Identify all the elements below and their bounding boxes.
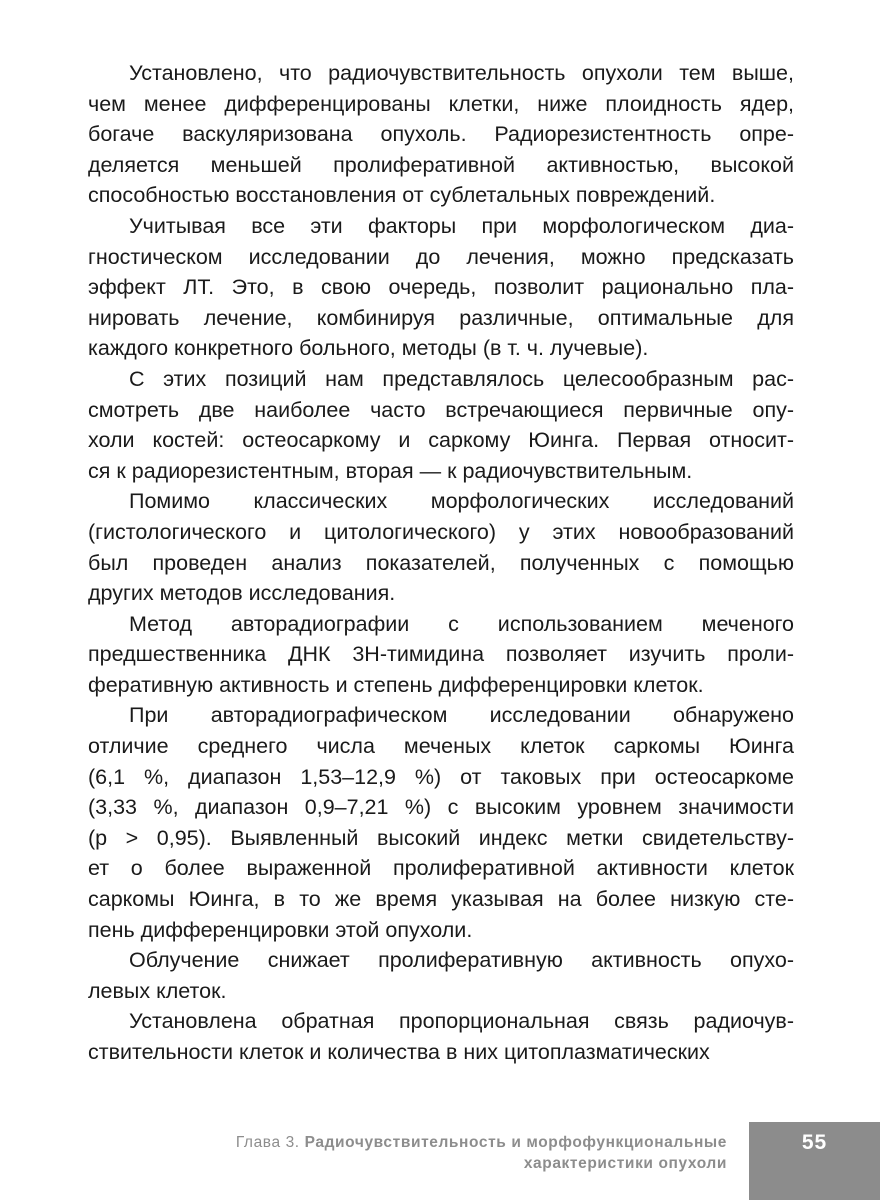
chapter-title-line-1: Радиочувствительность и морфофункциональные bbox=[304, 1134, 727, 1151]
text-line: Учитывая все эти факторы при морфологическом диа- bbox=[129, 213, 794, 238]
text-line: левых клеток. bbox=[88, 978, 227, 1003]
page-number-tab bbox=[749, 1122, 880, 1200]
text-line: саркомы Юинга, в то же время указывая на более низкую сте- bbox=[88, 887, 794, 912]
text-line: Метод авторадиографии с использованием меченого bbox=[129, 611, 794, 636]
text-line: феративную активность и степень дифференцировки клеток. bbox=[88, 672, 704, 697]
running-head bbox=[236, 1132, 727, 1174]
body-paragraph bbox=[88, 211, 794, 364]
text-line: нировать лечение, комбинируя различные, оптимальные для bbox=[88, 305, 794, 330]
running-head-line-1 bbox=[236, 1132, 727, 1153]
text-line: ет о более выраженной пролиферативной активности клеток bbox=[88, 856, 794, 881]
text-line: Установлено, что радиочувствительность опухоли тем выше, bbox=[129, 61, 794, 85]
text-line: деляется меньшей пролиферативной активностью, высокой bbox=[88, 152, 794, 177]
page-footer bbox=[0, 1122, 880, 1200]
text-line: Установлена обратная пропорциональная связь радиочув- bbox=[129, 1009, 794, 1034]
text-line: пень дифференцировки этой опухоли. bbox=[88, 917, 473, 942]
chapter-title-line-2: характеристики опухоли bbox=[523, 1155, 727, 1172]
text-line: гностическом исследовании до лечения, можно предсказать bbox=[88, 244, 794, 269]
text-line: Облучение снижает пролиферативную активность опухо- bbox=[129, 948, 794, 973]
text-line: каждого конкретного больного, методы (в т. ч. лучевые). bbox=[88, 336, 649, 361]
text-line: С этих позиций нам представлялось целесообразным рас- bbox=[129, 366, 794, 391]
body-paragraph bbox=[88, 609, 794, 701]
body-paragraph bbox=[88, 364, 794, 486]
text-line: других методов исследования. bbox=[88, 581, 396, 606]
text-line: эффект ЛТ. Это, в свою очередь, позволит рационально пла- bbox=[88, 275, 794, 300]
text-line: (6,1 %, диапазон 1,53–12,9 %) от таковых при остеосаркоме bbox=[88, 764, 794, 789]
text-line: был проведен анализ показателей, полученных с помощью bbox=[88, 550, 794, 575]
chapter-label: Глава 3. bbox=[235, 1134, 300, 1151]
text-line: предшественника ДНК 3Н-тимидина позволяет изучить проли- bbox=[88, 642, 794, 667]
text-line: отличие среднего числа меченых клеток саркомы Юинга bbox=[88, 734, 794, 759]
body-paragraph bbox=[88, 945, 794, 1006]
text-line: богаче васкуляризована опухоль. Радиорезистентность опре- bbox=[88, 122, 794, 147]
body-paragraph bbox=[88, 58, 794, 211]
text-line: При авторадиографическом исследовании обнаружено bbox=[129, 703, 794, 728]
text-line: (гистологического и цитологического) у этих новообразований bbox=[88, 519, 794, 544]
text-line: холи костей: остеосаркому и саркому Юинга. Первая относит- bbox=[88, 428, 794, 453]
text-line: (p > 0,95). Выявленный высокий индекс метки свидетельству- bbox=[88, 825, 794, 850]
page-body bbox=[88, 58, 794, 1068]
text-line: способностью восстановления от сублетальных повреждений. bbox=[88, 183, 716, 208]
text-line: ствительности клеток и количества в них цитоплазматических bbox=[88, 1040, 710, 1064]
text-line: (3,33 %, диапазон 0,9–7,21 %) с высоким уровнем значимости bbox=[88, 795, 794, 820]
body-paragraph bbox=[88, 1006, 794, 1067]
text-line: Помимо классических морфологических исследований bbox=[129, 489, 794, 514]
body-paragraph bbox=[88, 700, 794, 945]
body-paragraph bbox=[88, 486, 794, 608]
page-number: 55 bbox=[801, 1131, 828, 1154]
text-line: ся к радиорезистентным, вторая — к радиочувствительным. bbox=[88, 458, 693, 483]
text-line: смотреть две наиболее часто встречающиеся первичные опу- bbox=[88, 397, 794, 422]
text-line: чем менее дифференцированы клетки, ниже плоидность ядер, bbox=[88, 91, 794, 116]
